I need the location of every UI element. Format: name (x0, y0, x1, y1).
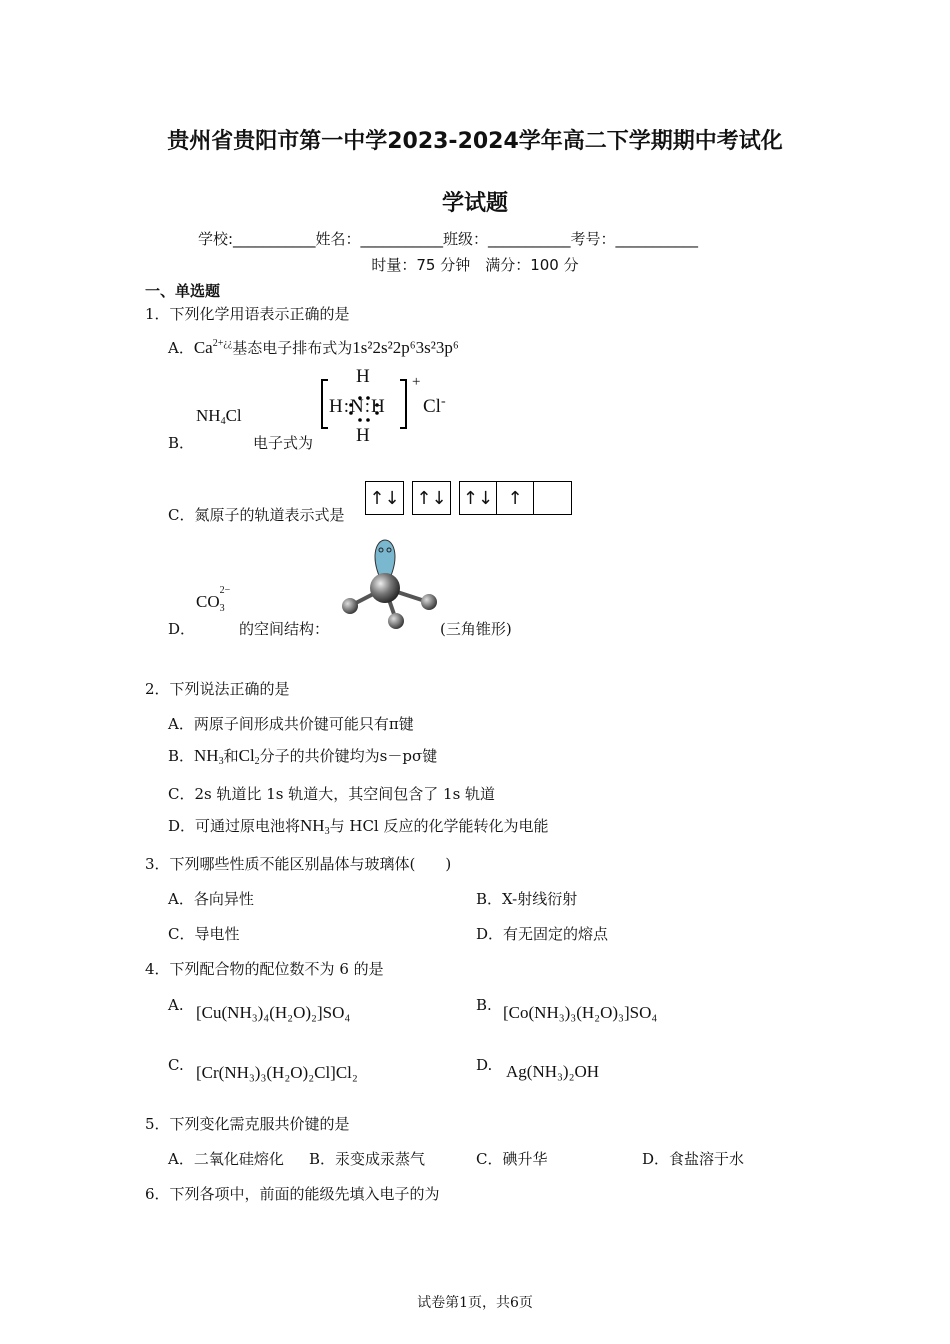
q4-c-formula: [Cr(NH₃)₃(H₂O)₂Cl]Cl₂ (196, 1063, 358, 1082)
student-info-line: 学校:___________姓名：___________班级：___________考号：___________ (198, 230, 699, 248)
title-line-2: 学试题 (441, 191, 508, 216)
q4-d-formula: Ag(NH₃)₂OH (506, 1062, 600, 1081)
option-text: 基态电子排布式为 (232, 339, 353, 357)
q1-stem: 1．下列化学用语表示正确的是 (145, 305, 350, 323)
q4-b-label: B. (476, 996, 492, 1014)
q1-c-label: C．氮原子的轨道表示式是 (168, 506, 345, 524)
q1-d-text: 的空间结构： (239, 620, 330, 638)
dot-h-bottom: H (356, 425, 370, 446)
q3-option-b: B．X-射线衍射 (476, 890, 578, 908)
orbital-cell (534, 482, 571, 514)
q4-a-formula: [Cu(NH₃)₄(H₂O)₂]SO₄ (196, 1003, 351, 1022)
q4-stem: 4．下列配合物的配位数不为 6 的是 (145, 960, 384, 978)
orbital-2s (412, 481, 451, 515)
page-footer: 试卷第1页，共6页 (417, 1295, 533, 1311)
ammonium-charge: + (412, 374, 421, 390)
orbital-cell: ↑↓ (460, 482, 497, 514)
time-score-line: 时量：75 分钟 满分：100 分 (371, 256, 579, 274)
orbital-1s (365, 481, 404, 515)
q3-option-a: A．各向异性 (168, 890, 254, 908)
q2-stem: 2．下列说法正确的是 (145, 680, 290, 698)
q1-option-a (168, 337, 459, 358)
orbital-2p (459, 481, 572, 515)
q6-stem: 6．下列各项中，前面的能级先填入电子的为 (145, 1185, 440, 1203)
title-line-1: 贵州省贵阳市第一中学2023-2024学年高二下学期期中考试化 (167, 129, 783, 154)
dot-h-top: H (356, 366, 370, 387)
q2-option-b: B．$NH_3$和$Cl_2$分子的共价键均为s－pσ键 (168, 746, 438, 767)
q1-b-text: 电子式为 (253, 434, 314, 452)
q3-stem: 3．下列哪些性质不能区别晶体与玻璃体( ) (145, 855, 452, 873)
q5-option-c: C．碘升华 (476, 1150, 548, 1168)
q3-option-d: D．有无固定的熔点 (476, 925, 609, 943)
orbital-cell: ↑↓ (369, 487, 400, 509)
q1-d-suffix: (三角锥形) (440, 620, 512, 638)
q5-option-d: D．食盐溶于水 (642, 1150, 745, 1168)
q2-option-c: C．2s 轨道比 1s 轨道大，其空间包含了 1s 轨道 (168, 785, 496, 803)
q5-option-a: A．二氧化硅熔化 (168, 1150, 284, 1168)
q4-d-label: D. (476, 1056, 493, 1074)
q5-option-b: B．汞变成汞蒸气 (309, 1150, 426, 1168)
electron-config: 1s²2s²2p⁶3s²3p⁶ (352, 338, 459, 357)
q2-option-a: A．两原子间形成共价键可能只有π键 (168, 715, 414, 733)
q4-a-label: A. (168, 996, 184, 1014)
option-label: A． (168, 339, 194, 357)
q1-d-label: D． (168, 620, 196, 638)
dot-center-row: H:N:H (329, 396, 386, 417)
molecule-ball-stick-model (338, 538, 448, 638)
q1-d-formula: CO 2− 3 (196, 585, 231, 614)
q1-b-formula: $NH_4Cl$ (196, 406, 242, 427)
q5-stem: 5．下列变化需克服共价键的是 (145, 1115, 350, 1133)
q4-b-formula: [Co(NH₃)₃(H₂O)₃]SO₄ (503, 1003, 658, 1022)
orbital-cell: ↑ (497, 482, 534, 514)
q4-c-label: C. (168, 1056, 184, 1074)
q3-option-c: C．导电性 (168, 925, 240, 943)
orbital-cell: ↑↓ (416, 487, 447, 509)
chloride-ion: Cl- (423, 394, 446, 417)
ca-formula: $Ca^{2+¿¿}$ (193, 338, 233, 357)
q2-option-d: D．可通过原电池将$NH_3$与 HCl 反应的化学能转化为电能 (168, 816, 549, 837)
section-heading: 一、单选题 (145, 282, 221, 300)
q1-b-label: B． (168, 434, 195, 452)
